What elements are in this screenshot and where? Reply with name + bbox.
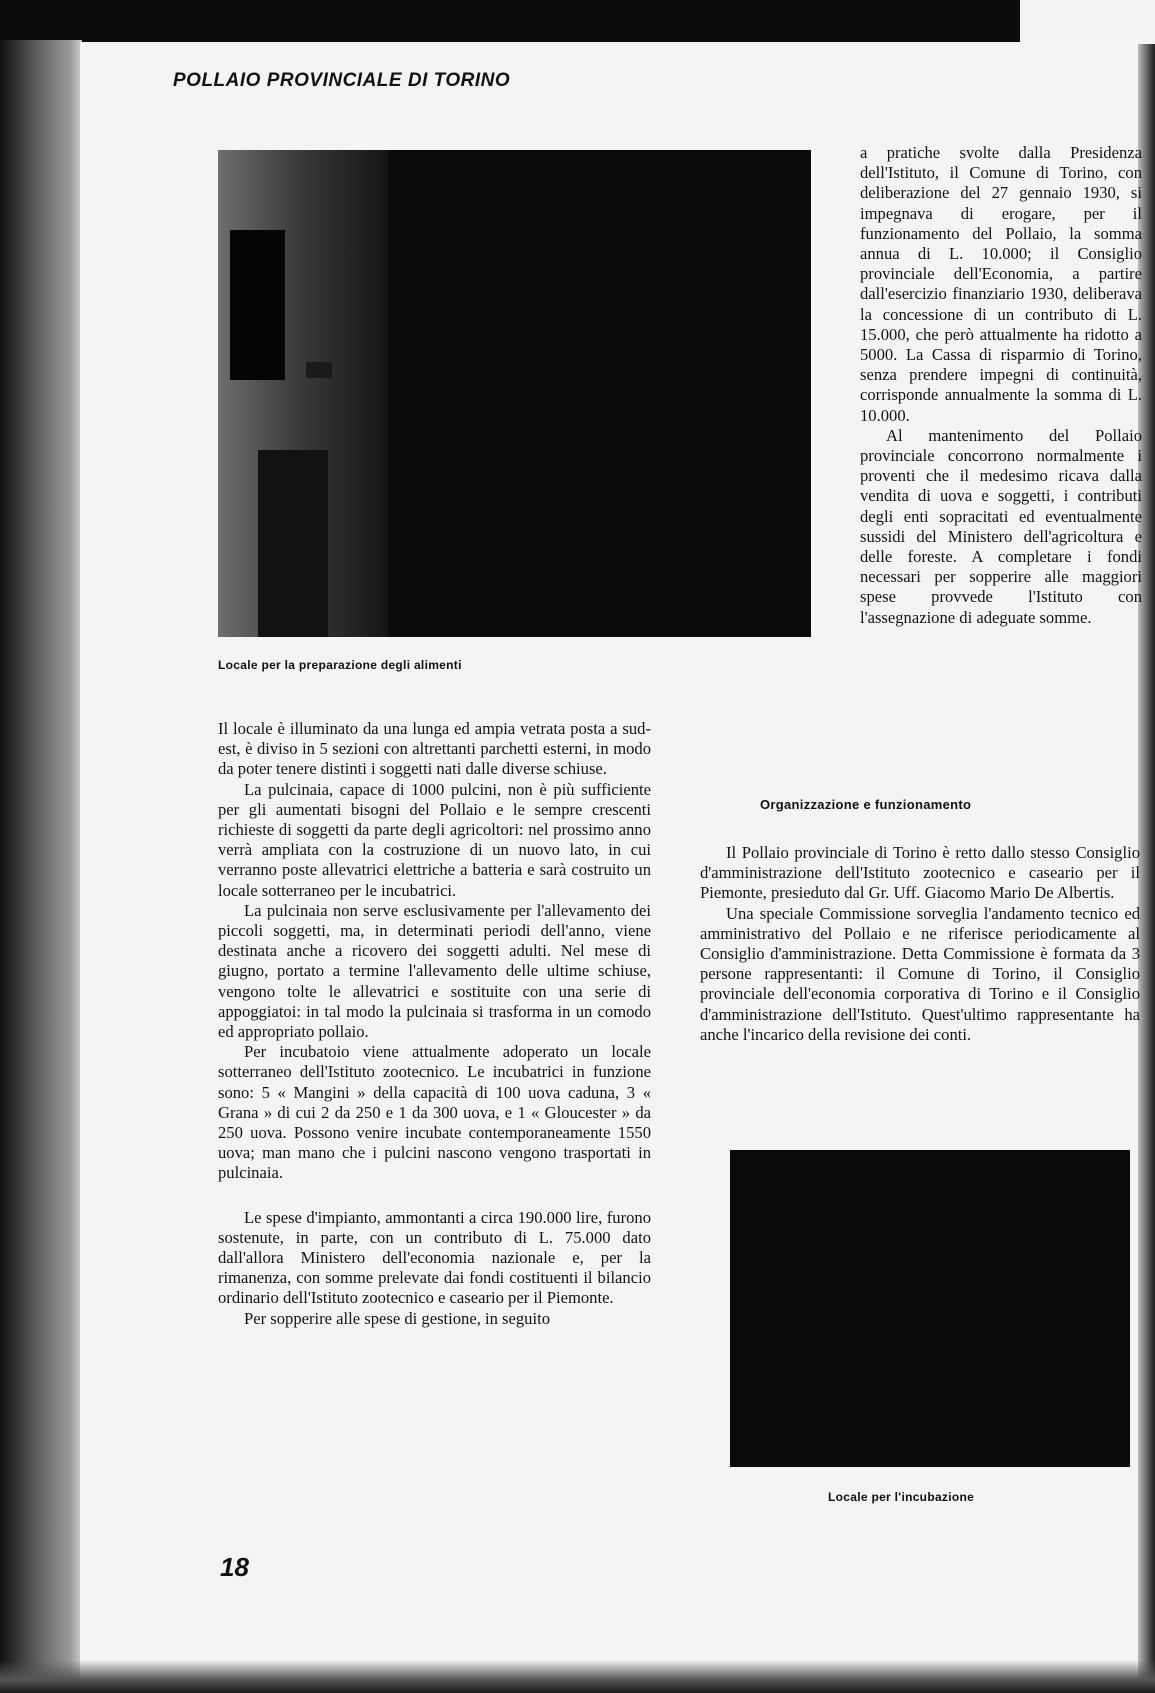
paragraph: Le spese d'impianto, ammontanti a circa 190.000 lire, furono sostenute, in parte, con un contributo di L. 75.000 dato dall'allora Ministero dell'economia nazionale e, per la rimanenza, con somme prelevate dai fondi costituenti il bilancio ordinario dell'Istituto zootecnico e caseario per il Piemonte. <box>218 1207 651 1308</box>
paragraph: La pulcinaia non serve esclusivamente per l'allevamento dei piccoli soggetti, ma, in determinati periodi dell'anno, viene destinata anche a ricovero dei soggetti adulti. Nel mese di giugno, portato a termine l'allevamento delle ultime schiuse, vengono tolte le allevatrici e sostituite con una serie di appoggiatoi: in tal modo la pulcinaia si trasforma in un comodo ed appropriato pollaio. <box>218 900 651 1042</box>
right-column-upper <box>860 143 1142 628</box>
paragraph: Per incubatoio viene attualmente adoperato un locale sotterraneo dell'Istituto zootecnico. Le incubatrici in funzione sono: 5 « Mangini » della capacità di 100 uova caduna, 3 « Grana » di cui 2 da 250 e 1 da 300 uova, e 1 « Gloucester » da 250 uova. Possono venire incubate contemporaneamente 1550 uova; man mano che i pulcini nascono vengono trasportati in pulcinaia. <box>218 1042 651 1183</box>
paragraph: Una speciale Commissione sorveglia l'andamento tecnico ed amministrativo del Pollaio e ne riferisce periodicamente al Consiglio d'amministrazione. Detta Commissione è formata da 3 persone rappresentanti: il Comune di Torino, il Consiglio provinciale dell'economia corporativa di Torino e il Consiglio d'amministrazione dell'Istituto. Quest'ultimo rappresentante ha anche l'incarico della revisione dei conti. <box>700 903 1140 1044</box>
photo-sign <box>306 362 332 378</box>
book-binding-shadow <box>0 40 82 1693</box>
scan-top-border <box>0 0 1155 44</box>
photo-incubation-room <box>730 1150 1130 1467</box>
paragraph: Per sopperire alle spese di gestione, in seguito <box>244 1308 550 1328</box>
paragraph: Al mantenimento del Pollaio provinciale concorrono normalmente i proventi che il medesimo ricava dalla vendita di uova e soggetti, i contributi degli enti sopracitati ed eventualmente sussidi del Ministero dell'agricoltura e delle foreste. A completare i fondi necessari per sopperire alle maggiori spese provvede l'Istituto con l'assegnazione di adeguate somme. <box>860 425 1142 627</box>
page-number: 18 <box>220 1552 249 1582</box>
scan-top-corner <box>1020 0 1155 44</box>
paragraph: Il locale è illuminato da una lunga ed ampia vetrata posta a sud-est, è diviso in 5 sezioni con altrettanti parchetti esterni, in modo da poter tenere distinti i soggetti nati dalle diverse schiuse. <box>218 719 651 779</box>
section-text <box>700 843 1140 1045</box>
photo-food-preparation-room <box>218 150 811 637</box>
photo-wall-shading <box>218 150 388 637</box>
paragraph: a pratiche svolte dalla Presidenza dell'Istituto, il Comune di Torino, con deliberazione del 27 gennaio 1930, si impegnava di erogare, per il funzionamento del Pollaio, la somma annua di L. 10.000; il Consiglio provinciale dell'Economia, a partire dall'esercizio finanziario 1930, deliberava la concessione di un contributo di L. 15.000, che però attualmente ha ridotto a 5000. La Cassa di risparmio di Torino, senza prendere impegni di continuità, corrisponde annualmente la somma di L. 10.000. <box>860 143 1142 425</box>
photo-window <box>230 230 285 380</box>
photo-cabinet <box>258 450 328 637</box>
running-header: POLLAIO PROVINCIALE DI TORINO <box>173 70 511 91</box>
paragraph: Il Pollaio provinciale di Torino è retto dallo stesso Consiglio d'amministrazione dell'Istituto zootecnico e caseario per il Piemonte, presieduto dal Gr. Uff. Giacomo Mario De Albertis. <box>700 843 1140 903</box>
left-column <box>218 719 651 1329</box>
scan-bottom-border <box>0 1660 1155 1693</box>
paragraph: La pulcinaia, capace di 1000 pulcini, non è più sufficiente per gli aumentati bisogni del Pollaio e le sempre crescenti richieste di soggetti da parte degli agricoltori: nel prossimo anno verrà ampliata con la costruzione di un nuovo lato, in cui verranno poste allevatrici elettriche a batteria e sarà costruito un locale sotterraneo per le incubatrici. <box>218 779 651 900</box>
figure-1-caption: Locale per la preparazione degli alimenti <box>218 658 462 672</box>
figure-2-caption: Locale per l'incubazione <box>828 1490 975 1504</box>
section-heading: Organizzazione e funzionamento <box>760 797 972 812</box>
